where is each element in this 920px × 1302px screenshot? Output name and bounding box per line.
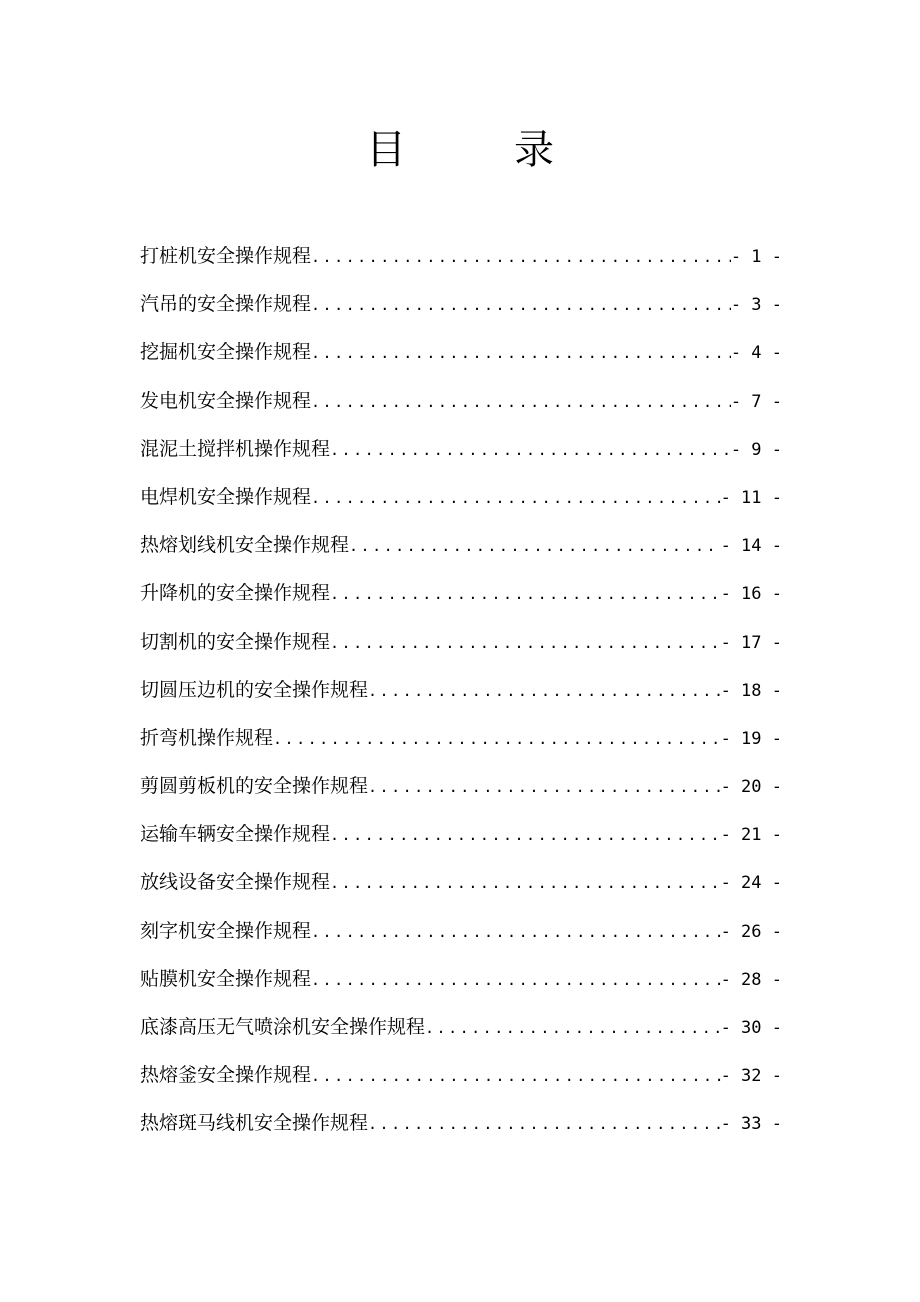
dot-leader xyxy=(311,281,731,328)
toc-entry-title: 热熔斑马线机安全操作规程 xyxy=(140,1112,369,1135)
toc-entry-page: - 24 - xyxy=(720,873,782,894)
dot-leader xyxy=(330,619,721,666)
toc-entry-page: - 4 - xyxy=(730,343,782,364)
toc-entry-title: 升降机的安全操作规程 xyxy=(140,582,331,605)
toc-entry[interactable] xyxy=(140,521,782,569)
toc-entry-page: - 17 - xyxy=(720,632,782,653)
toc-entry-title: 运输车辆安全操作规程 xyxy=(140,823,331,846)
toc-entry[interactable] xyxy=(140,1099,782,1147)
toc-entry-page: - 1 - xyxy=(730,247,782,267)
toc-entry-page: - 33 - xyxy=(720,1114,782,1135)
toc-entry-page: - 18 - xyxy=(720,680,782,701)
dot-leader xyxy=(425,1004,721,1051)
toc-entry-title: 热熔划线机安全操作规程 xyxy=(140,534,350,557)
dot-leader xyxy=(311,1052,721,1099)
toc-entry[interactable] xyxy=(140,1003,782,1051)
dot-leader xyxy=(273,715,721,762)
toc-entry-title: 贴膜机安全操作规程 xyxy=(140,967,312,990)
dot-leader xyxy=(311,329,731,376)
toc-entry-title: 混泥土搅拌机操作规程 xyxy=(140,437,331,460)
toc-entry[interactable] xyxy=(140,762,782,810)
page-title: 目录 xyxy=(366,127,662,173)
toc-entry-title: 放线设备安全操作规程 xyxy=(140,871,331,894)
dot-leader xyxy=(368,1100,721,1147)
toc-entry-page: - 7 - xyxy=(730,391,782,412)
toc-entry-page: - 26 - xyxy=(720,921,782,942)
dot-leader xyxy=(349,522,721,569)
dot-leader xyxy=(368,667,721,714)
toc-entry[interactable] xyxy=(140,810,782,858)
toc-entry[interactable] xyxy=(140,280,782,328)
toc-entry-page: - 16 - xyxy=(720,584,782,605)
toc-entry[interactable] xyxy=(140,473,782,521)
toc-entry-page: - 19 - xyxy=(720,728,782,749)
table-of-contents xyxy=(140,232,782,1148)
dot-leader xyxy=(311,956,721,1003)
toc-entry-page: - 14 - xyxy=(720,536,782,557)
toc-entry[interactable] xyxy=(140,955,782,1003)
dot-leader xyxy=(311,474,721,521)
toc-entry[interactable] xyxy=(140,377,782,425)
toc-entry-title: 切圆压边机的安全操作规程 xyxy=(140,678,369,701)
toc-entry[interactable] xyxy=(140,569,782,617)
toc-entry-title: 打桩机安全操作规程 xyxy=(140,245,312,267)
toc-entry[interactable] xyxy=(140,907,782,955)
toc-entry-title: 热熔釜安全操作规程 xyxy=(140,1064,312,1087)
dot-leader xyxy=(311,908,721,955)
toc-entry-title: 发电机安全操作规程 xyxy=(140,389,312,412)
toc-entry-page: - 3 - xyxy=(730,295,782,316)
toc-entry[interactable] xyxy=(140,714,782,762)
toc-entry-page: - 32 - xyxy=(720,1066,782,1087)
toc-entry[interactable] xyxy=(140,618,782,666)
toc-entry[interactable] xyxy=(140,858,782,906)
toc-entry-page: - 21 - xyxy=(720,825,782,846)
toc-entry-title: 汽吊的安全操作规程 xyxy=(140,293,312,316)
dot-leader xyxy=(311,378,731,425)
toc-entry-page: - 30 - xyxy=(720,1018,782,1038)
toc-entry[interactable] xyxy=(140,425,782,473)
dot-leader xyxy=(368,763,721,810)
dot-leader xyxy=(330,570,721,617)
toc-entry-page: - 28 - xyxy=(720,969,782,990)
toc-entry-page: - 20 - xyxy=(720,777,782,798)
toc-entry-title: 电焊机安全操作规程 xyxy=(140,485,312,508)
toc-entry[interactable] xyxy=(140,328,782,376)
toc-entry-page: - 11 - xyxy=(720,487,782,508)
toc-entry-page: - 9 - xyxy=(730,439,782,460)
toc-entry-title: 折弯机操作规程 xyxy=(140,726,274,749)
toc-entry[interactable] xyxy=(140,666,782,714)
toc-entry-title: 底漆高压无气喷涂机安全操作规程 xyxy=(140,1016,426,1038)
dot-leader xyxy=(330,426,731,473)
toc-entry-title: 剪圆剪板机的安全操作规程 xyxy=(140,775,369,798)
toc-entry-title: 挖掘机安全操作规程 xyxy=(140,341,312,364)
dot-leader xyxy=(330,811,721,858)
toc-entry[interactable] xyxy=(140,232,782,280)
toc-entry-title: 切割机的安全操作规程 xyxy=(140,630,331,653)
toc-entry[interactable] xyxy=(140,1051,782,1099)
dot-leader xyxy=(311,233,731,280)
toc-entry-title: 刻字机安全操作规程 xyxy=(140,919,312,942)
dot-leader xyxy=(330,859,721,906)
